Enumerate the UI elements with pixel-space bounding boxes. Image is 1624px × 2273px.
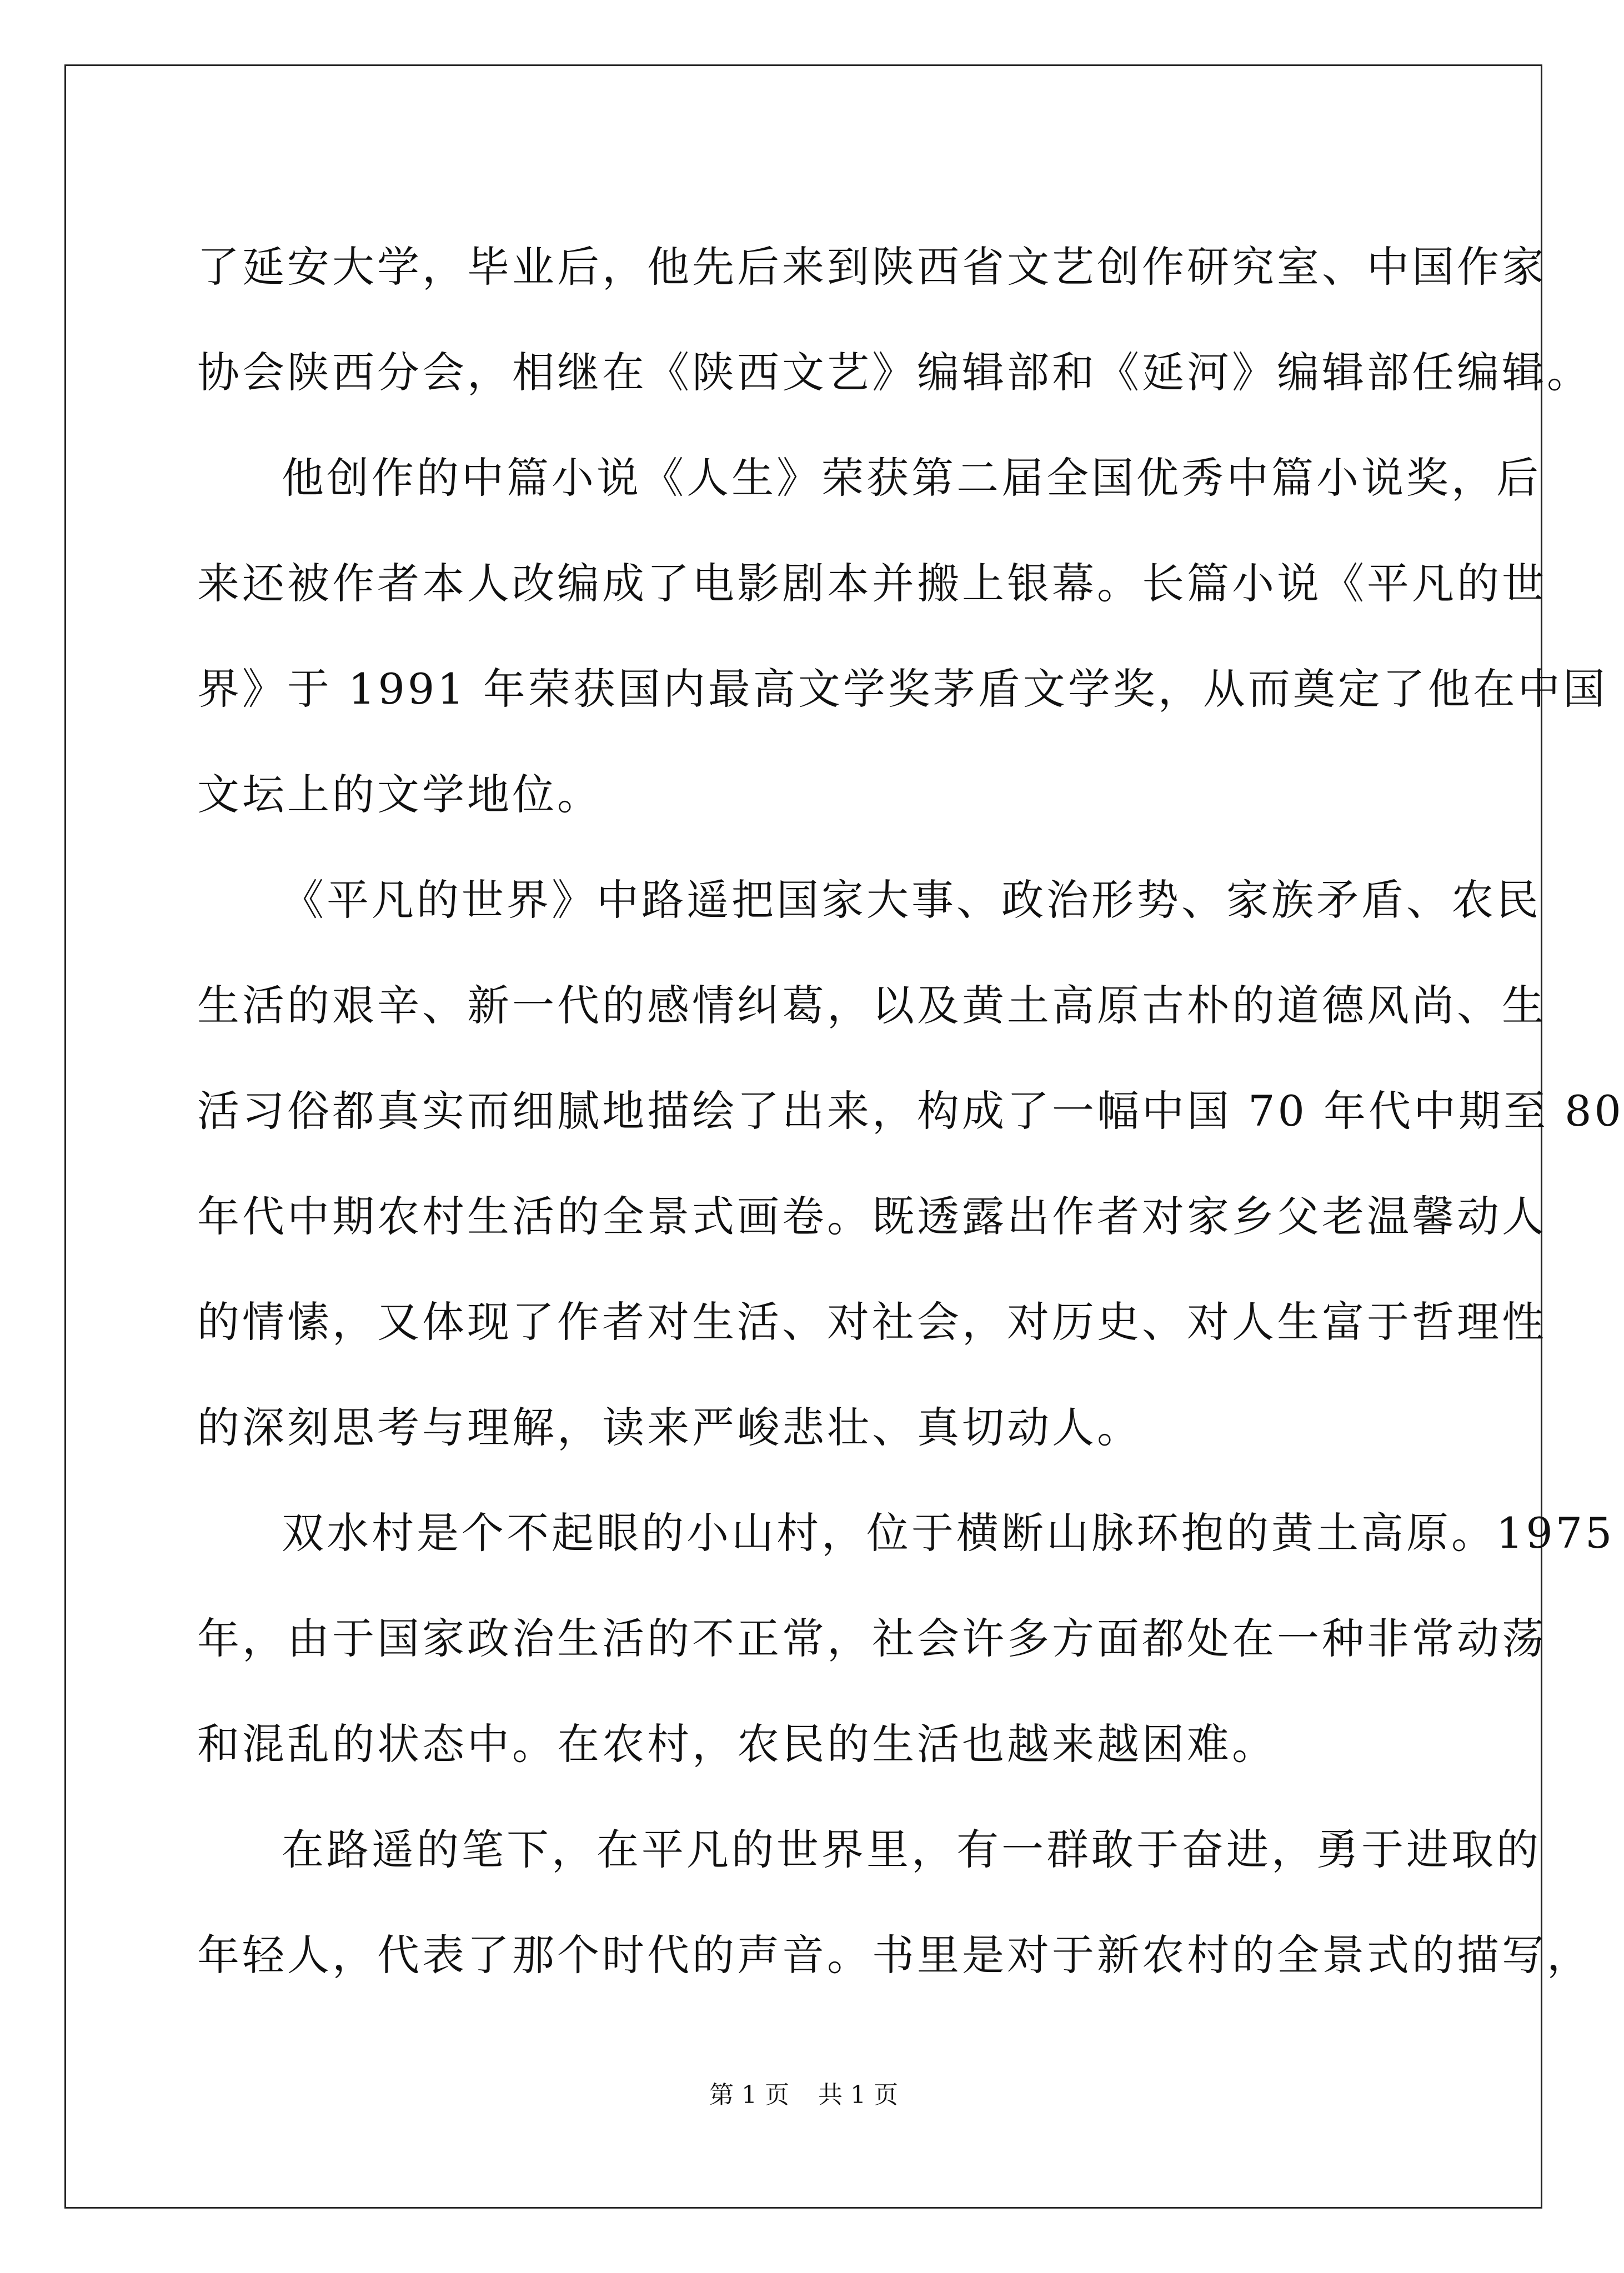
document-body	[197, 214, 1624, 2008]
text-line: 界》于 1991 年荣获国内最高文学奖茅盾文学奖，从而奠定了他在中国	[197, 664, 1608, 714]
text-line: 了延安大学，毕业后，他先后来到陕西省文艺创作研究室、中国作家	[197, 242, 1547, 292]
text-line: 来还被作者本人改编成了电影剧本并搬上银幕。长篇小说《平凡的世	[197, 559, 1547, 608]
text-line: 他创作的中篇小说《人生》荣获第二届全国优秀中篇小说奖，后	[282, 453, 1541, 503]
page-number: 第 1 页	[709, 2081, 789, 2109]
text-line: 在路遥的笔下，在平凡的世界里，有一群敢于奋进，勇于进取的	[282, 1825, 1541, 1874]
text-line: 的情愫，又体现了作者对生活、对社会，对历史、对人生富于哲理性	[197, 1297, 1547, 1347]
text-line: 《平凡的世界》中路遥把国家大事、政治形势、家族矛盾、农民	[282, 875, 1541, 925]
text-line: 年代中期农村生活的全景式画卷。既透露出作者对家乡父老温馨动人	[197, 1192, 1547, 1241]
text-line: 生活的艰辛、新一代的感情纠葛，以及黄土高原古朴的道德风尚、生	[197, 981, 1547, 1030]
text-line: 年，由于国家政治生活的不正常，社会许多方面都处在一种非常动荡	[197, 1614, 1547, 1663]
text-line: 的深刻思考与理解，读来严峻悲壮、真切动人。	[197, 1403, 1142, 1452]
page-footer	[0, 2080, 1607, 2111]
text-line: 协会陕西分会，相继在《陕西文艺》编辑部和《延河》编辑部任编辑。	[197, 348, 1592, 397]
text-line: 和混乱的状态中。在农村，农民的生活也越来越困难。	[197, 1719, 1277, 1769]
page-total: 共 1 页	[818, 2081, 898, 2109]
text-line: 活习俗都真实而细腻地描绘了出来，构成了一幅中国 70 年代中期至 80	[197, 1086, 1624, 1136]
text-line: 文坛上的文学地位。	[197, 770, 602, 819]
text-line: 年轻人，代表了那个时代的声音。书里是对于新农村的全景式的描写，	[197, 1930, 1592, 1980]
text-line: 双水村是个不起眼的小山村，位于横断山脉环抱的黄土高原。1975	[282, 1508, 1615, 1558]
